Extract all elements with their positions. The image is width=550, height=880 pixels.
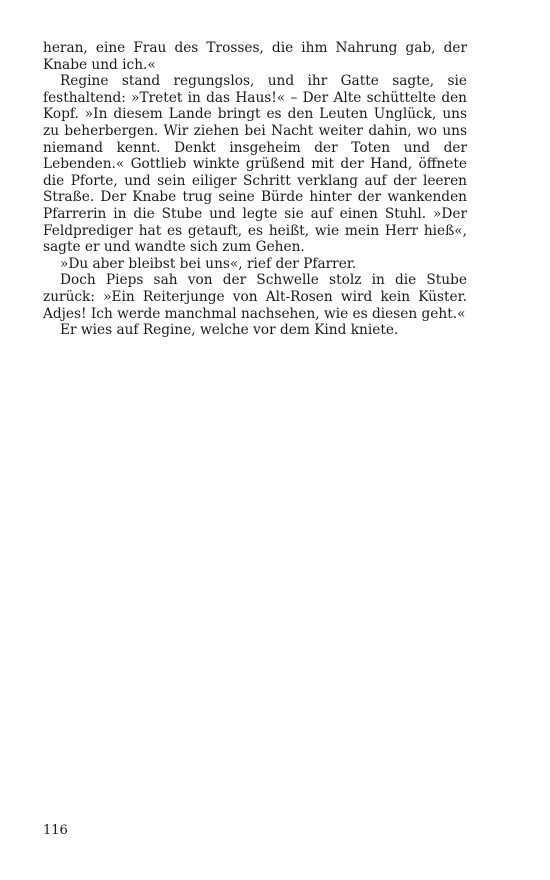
paragraph: »Du aber bleibst bei uns«, rief der Pfarrer. <box>60 255 357 272</box>
page-number: 116 <box>43 823 68 838</box>
paragraph: Er wies auf Regine, welche vor dem Kind kniete. <box>60 322 399 339</box>
paragraph: heran, eine Frau des Trosses, die ihm Nahrung gab, der Knabe und ich.« <box>43 40 467 73</box>
paragraph: Doch Pieps sah von der Schwelle stolz in die Stube zurück: »Ein Reiterjunge von Alt-Rosen wird kein Küster. Adjes! Ich werde manchmal nachsehen, wie es diesen geht.« <box>43 272 467 322</box>
body-text <box>43 40 467 339</box>
paragraph: Regine stand regungslos, und ihr Gatte sagte, sie festhaltend: »Tretet in das Haus!« – Der Alte schüttelte den Kopf. »In diesem Lande bringt es den Leuten Unglück, uns zu beherbergen. Wir ziehen bei Nacht weiter dahin, wo uns niemand kennt. Denkt insgeheim der Toten und der Lebenden.« Gottlieb winkte grüßend mit der Hand, öffnete die Pforte, und sein eiliger Schritt verklang auf der leeren Straße. Der Knabe trug seine Bürde hinter der wankenden Pfarrerin in die Stube und legte sie auf einen Stuhl. »Der Feldprediger hat es getauft, es heißt, wie mein Herr hieß«, sagte er und wandte sich zum Gehen. <box>43 73 467 256</box>
